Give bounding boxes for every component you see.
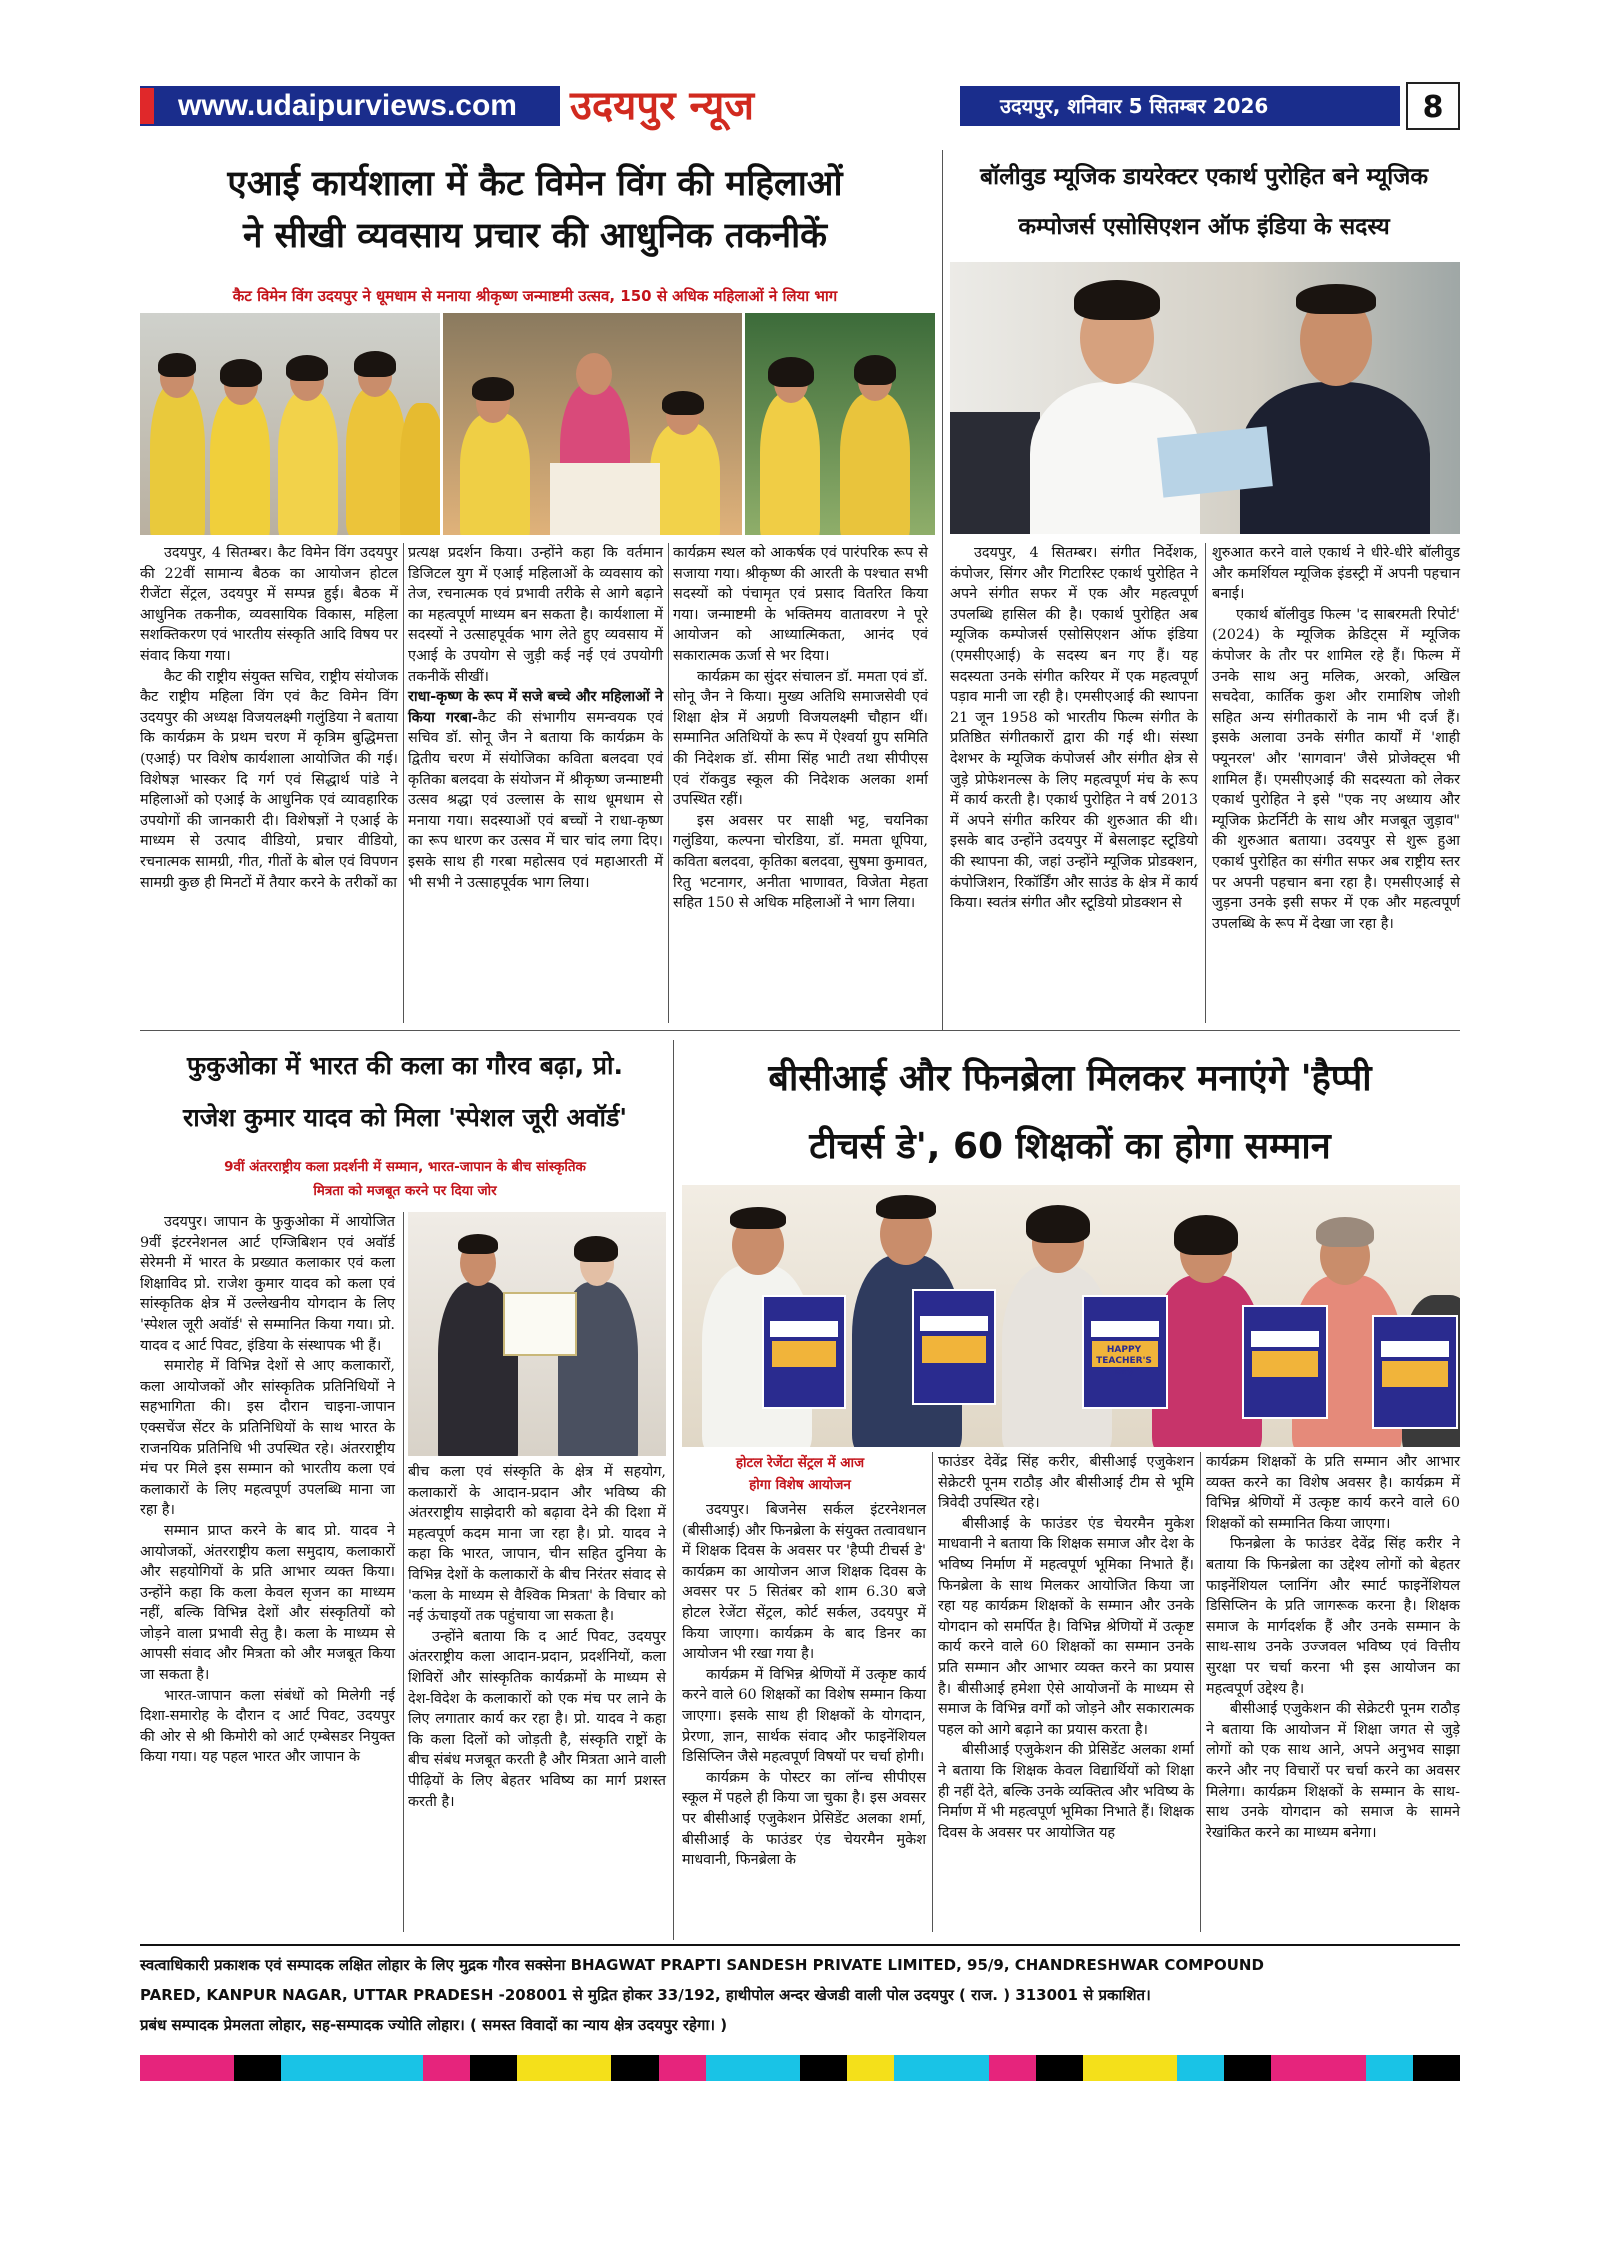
bci-col2-para3: बीसीआई एजुकेशन की प्रेसिडेंट अलका शर्मा ने बताया कि शिक्षक केवल विद्यार्थियों को शिक्षा ही नहीं देते, बल्कि उनके व्यक्तित्व और भविष्य के निर्माण में भी महत्वपूर्ण भूमिका निभाते हैं। शिक्षक दिवस के अवसर पर आयोजित यह bbox=[938, 1742, 1194, 1841]
bci-col3-para3: बीसीआई एजुकेशन की सेक्रेटरी पूनम राठौड़ ने बताया कि आयोजन में शिक्षा जगत से जुड़े लोगों को एक साथ आने, अपने अनुभव साझा करने और नए विचारों पर चर्चा करने का अवसर मिलेगा। कार्यक्रम शिक्षकों के सम्मान के साथ-साथ उनके योगदान को समाज के सामने रेखांकित करने का माध्यम बनेगा। bbox=[1206, 1701, 1460, 1841]
color-swatch bbox=[659, 2055, 706, 2081]
fukuoka-subhead bbox=[140, 1155, 670, 1203]
color-swatch bbox=[989, 2055, 1036, 2081]
color-swatch bbox=[1271, 2055, 1365, 2081]
imprint-footer bbox=[140, 1950, 1460, 2040]
fukuoka-subhead-line2: मित्रता को मजबूत करने पर दिया जोर bbox=[313, 1183, 497, 1199]
footer-divider bbox=[140, 1944, 1460, 1946]
kat-col2-para2-text: कैट की संभागीय समन्वयक एवं सचिव डॉ. सोनू जैन ने बताया कि कार्यक्रम के द्वितीय चरण में संयोजिका कविता बलदवा एवं कृतिका बलदवा के संयोजन में श्रीकृष्ण जन्माष्टमी उत्सव श्रद्धा एवं उल्लास के साथ धूमधाम से मनाया गया। सदस्याओं एवं बच्चों ने राधा-कृष्ण का रूप धारण कर उत्सव में चार चांद लगा दिए। इसके साथ ही गरबा महोत्सव एवं महाआरती में भी सभी ने उत्साहपूर्वक भाग लिया। bbox=[408, 709, 663, 891]
column-divider bbox=[673, 1040, 674, 1940]
color-swatch bbox=[1036, 2055, 1083, 2081]
color-swatch bbox=[423, 2055, 470, 2081]
bci-headline bbox=[680, 1045, 1460, 1181]
fukuoka-col2-para1: बीच कला एवं संस्कृति के क्षेत्र में सहयोग, कलाकारों के आदान-प्रदान और भविष्य की अंतरराष्ट्रीय साझेदारी को बढ़ावा देने की दिशा में महत्वपूर्ण कदम माना जा रहा है। प्रो. यादव ने कहा कि भारत, जापान, चीन सहित दुनिया के विभिन्न देशों के कलाकारों के बीच निरंतर संवाद से 'कला के माध्यम से वैश्विक मित्रता' के विचार को नई ऊंचाइयों तक पहुंचाया जा सकता है। bbox=[408, 1464, 666, 1625]
fukuoka-column-1 bbox=[140, 1212, 395, 1768]
bci-col2-para2: बीसीआई के फाउंडर एंड चेयरमैन मुकेश माधवानी ने बताया कि शिक्षक समाज और देश के भविष्य निर्माण में महत्वपूर्ण भूमिका निभाते हैं। फिनब्रेला के साथ मिलकर आयोजित किया जा रहा यह कार्यक्रम शिक्षकों के सम्मान और उनके योगदान को समर्पित है। विभिन्न श्रेणियों में उत्कृष्ट कार्य करने वाले 60 शिक्षकों का सम्मान उनके प्रति सम्मान और आभार व्यक्त करने का प्रयास है। बीसीआई हमेशा ऐसे आयोजनों के माध्यम से समाज के विभिन्न वर्गों को जोड़ने और सकारात्मक पहल को आगे बढ़ाने का प्रयास करता है। bbox=[938, 1515, 1194, 1738]
kat-col3-para3: इस अवसर पर साक्षी भट्ट, चयनिका गलुंडिया, कल्पना चोरडिया, डॉ. ममता धूपिया, कविता बलदवा, कृतिका बलदवा, सुषमा कुमावत, रितु भटनागर, अनीता भाणावत, विजेता मेहता सहित 150 से अधिक महिलाओं ने भाग लिया। bbox=[673, 812, 928, 912]
color-swatch bbox=[140, 2055, 234, 2081]
color-swatch bbox=[517, 2055, 611, 2081]
bci-subhead-line1: होटल रेजेंटा सेंट्रल में आज bbox=[735, 1455, 865, 1471]
color-swatch bbox=[1366, 2055, 1413, 2081]
imprint-line-3: प्रबंध सम्पादक प्रेमलता लोहार, सह-सम्पादक ज्योति लोहार। ( समस्त विवादों का न्याय क्षेत्र उदयपुर रहेगा। ) bbox=[140, 2016, 728, 2034]
bci-subhead bbox=[682, 1452, 918, 1496]
fukuoka-col1-para1: उदयपुर। जापान के फुकुओका में आयोजित 9वीं इंटरनेशनल आर्ट एग्जिबिशन एवं अवॉर्ड सेरेमनी में भारत के प्रख्यात कलाकार एवं कला शिक्षाविद प्रो. राजेश कुमार यादव को कला एवं सांस्कृतिक क्षेत्र में उल्लेखनीय योगदान के लिए 'स्पेशल जूरी अवॉर्ड' से सम्मानित किया गया। प्रो. यादव द आर्ट पिवट, इंडिया के संस्थापक भी हैं। bbox=[140, 1214, 395, 1354]
color-swatch bbox=[234, 2055, 281, 2081]
kat-col2-para1: प्रत्यक्ष प्रदर्शन किया। उन्होंने कहा कि वर्तमान डिजिटल युग में एआई महिलाओं के व्यवसाय को तेज, रचनात्मक एवं प्रभावी तरीके से आगे बढ़ाने का महत्वपूर्ण माध्यम बन सकता है। कार्यशाला में सदस्यों ने उत्साहपूर्वक भाग लेते हुए व्यवसाय में एआई के उपयोग से जुड़ी कई नई एवं उपयोगी तकनीकें सीखीं। bbox=[408, 545, 663, 685]
bollywood-col1-para: उदयपुर, 4 सितम्बर। संगीत निर्देशक, कंपोजर, सिंगर और गिटारिस्ट एकार्थ पुरोहित ने अपने संगीत सफर में एक और महत्वपूर्ण उपलब्धि हासिल की है। एकार्थ पुरोहित अब म्यूजिक कम्पोजर्स एसोसिएशन ऑफ इंडिया (एमसीएआई) के सदस्य बन गए हैं। यह सदस्यता उनके संगीत करियर में एक महत्वपूर्ण पड़ाव मानी जा रही है। एमसीएआई की स्थापना 21 जून 1958 को भारतीय फिल्म संगीत के प्रतिष्ठित संगीतकारों द्वारा की गई थी। संस्था देशभर के म्यूजिक कंपोजर्स और संगीत क्षेत्र से जुड़े प्रोफेशनल्स के लिए महत्वपूर्ण मंच के रूप में कार्य करती है। एकार्थ पुरोहित ने वर्ष 2013 में अपने संगीत करियर की शुरुआत की थी। इसके बाद उन्होंने उदयपुर में बेसलाइट स्टूडियो की स्थापना की, जहां उन्होंने म्यूजिक प्रोडक्शन, कंपोजिशन, रिकॉर्डिंग और साउंड के क्षेत्र में कार्य किया। स्वतंत्र संगीत और स्टूडियो प्रोडक्शन से bbox=[950, 545, 1198, 912]
color-swatch bbox=[1083, 2055, 1177, 2081]
kat-col3-para2: कार्यक्रम का सुंदर संचालन डॉ. ममता एवं डॉ. सोनू जैन ने किया। मुख्य अतिथि समाजसेवी एवं शिक्षा क्षेत्र में अग्रणी विजयलक्ष्मी चौहान थीं। सम्मानित अतिथियों के रूप में ऐश्वर्या ग्रुप समिति की निदेशक डॉ. सीमा सिंह भाटी तथा सीपीएस एवं रॉकवुड स्कूल की निदेशक अलका शर्मा उपस्थित रहीं। bbox=[673, 668, 928, 809]
website-banner bbox=[140, 86, 560, 126]
kat-column-1 bbox=[140, 543, 398, 893]
fukuoka-column-2 bbox=[408, 1462, 666, 1812]
color-swatch bbox=[1413, 2055, 1460, 2081]
bollywood-photo bbox=[950, 262, 1460, 534]
kat-col3-para1: कार्यक्रम स्थल को आकर्षक एवं पारंपरिक रूप से सजाया गया। श्रीकृष्ण की आरती के पश्चात सभी सदस्यों को पंचामृत एवं प्रसाद वितरित किया गया। जन्माष्टमी के भक्तिमय वातावरण ने पूरे आयोजन को आध्यात्मिकता, आनंद एवं सकारात्मक ऊर्जा से भर दिया। bbox=[673, 545, 928, 664]
color-swatch bbox=[329, 2055, 423, 2081]
column-divider bbox=[668, 543, 669, 1023]
color-swatch bbox=[470, 2055, 517, 2081]
bci-col3-para1: कार्यक्रम शिक्षकों के प्रति सम्मान और आभार व्यक्त करने का विशेष अवसर है। कार्यक्रम में विभिन्न श्रेणियों में उत्कृष्ट कार्य करने वाले 60 शिक्षकों को सम्मानित किया जाएगा। bbox=[1206, 1454, 1460, 1532]
color-swatch bbox=[1177, 2055, 1224, 2081]
kat-col1-para1: उदयपुर, 4 सितम्बर। कैट विमेन विंग उदयपुर की 22वीं सामान्य बैठक का आयोजन होटल रीजेंटा सेंट्रल, उदयपुर में सम्पन्न हुई। बैठक में आधुनिक तकनीक, व्यवसायिक विकास, महिला सशक्तिकरण एवं भारतीय संस्कृति आदि विषय पर संवाद किया गया। bbox=[140, 545, 398, 664]
column-divider bbox=[932, 1452, 933, 1932]
color-swatch bbox=[847, 2055, 894, 2081]
kat-headline bbox=[140, 158, 930, 262]
color-swatch bbox=[706, 2055, 800, 2081]
bollywood-column-2 bbox=[1212, 543, 1460, 934]
print-color-bar bbox=[140, 2055, 1460, 2081]
kat-photo-collage bbox=[140, 313, 935, 535]
fukuoka-col2-para2: उन्होंने बताया कि द आर्ट पिवट, उदयपुर अंतरराष्ट्रीय कला आदान-प्रदान, प्रदर्शनियों, कला शिविरों और सांस्कृतिक कार्यक्रमों के माध्यम से देश-विदेश के कलाकारों को एक मंच पर लाने के लिए लगातार कार्य कर रहा है। प्रो. यादव ने कहा कि कला दिलों को जोड़ती है, संस्कृति राष्ट्रों के बीच संबंध मजबूत करती है और मित्रता आने वाली पीढ़ियों के लिए बेहतर भविष्य का मार्ग प्रशस्त करती है। bbox=[408, 1628, 666, 1810]
page-number: 8 bbox=[1406, 82, 1460, 130]
newspaper-logo: उदयपुर न्यूज bbox=[570, 83, 755, 129]
bci-headline-line2: टीचर्स डे', 60 शिक्षकों का होगा सम्मान bbox=[809, 1126, 1331, 1167]
kat-headline-line1: एआई कार्यशाला में कैट विमेन विंग की महिलाओं bbox=[227, 164, 843, 204]
column-divider bbox=[942, 150, 943, 1030]
column-divider bbox=[1205, 543, 1206, 1023]
bci-subhead-line2: होगा विशेष आयोजन bbox=[749, 1477, 851, 1493]
bollywood-headline-line2: कम्पोजर्स एसोसिएशन ऑफ इंडिया के सदस्य bbox=[1018, 214, 1390, 240]
kat-col2-bold-lead: राधा-कृष्ण के रूप में सजे बच्चे और महिलाओं ने किया गरबा- bbox=[408, 689, 663, 726]
color-swatch bbox=[800, 2055, 847, 2081]
color-swatch bbox=[894, 2055, 988, 2081]
bollywood-col2-para2: एकार्थ बॉलीवुड फिल्म 'द साबरमती रिपोर्ट' (2024) के म्यूजिक क्रेडिट्स में म्यूजिक कंपोजर के तौर पर शामिल रहे हैं। फिल्म में उनके साथ अनु मलिक, अरको, अखिल सचदेवा, कार्तिक कुश और रामाशिष जोशी सहित अन्य संगीतकारों के नाम भी दर्ज हैं। इसके अलावा उनके संगीत कार्यों में 'शाही फ्यूनरल' और 'सागवान' जैसे प्रोजेक्ट्स भी शामिल हैं। एमसीएआई की सदस्यता को लेकर एकार्थ पुरोहित ने इसे "एक नए अध्याय और म्यूजिक फ्रेटर्निटी के साथ और मजबूत जुड़ाव" की शुरुआत बताया। उदयपुर से शुरू हुआ एकार्थ पुरोहित का संगीत सफर अब राष्ट्रीय स्तर पर अपनी पहचान बना रहा है। एमसीएआई से जुड़ना उनके इसी सफर में एक और महत्वपूर्ण उपलब्धि के रूप में देखा जा रहा है। bbox=[1212, 606, 1460, 932]
bollywood-column-1 bbox=[950, 543, 1198, 914]
fukuoka-headline bbox=[140, 1040, 670, 1144]
masthead-red-strip bbox=[140, 88, 154, 124]
bci-col3-para2: फिनब्रेला के फाउंडर देवेंद्र सिंह करीर ने बताया कि फिनब्रेला का उद्देश्य लोगों को बेहतर फाइनेंशियल प्लानिंग और स्मार्ट फाइनेंशियल डिसिप्लिन के प्रति जागरूक करना है। शिक्षक समाज के मार्गदर्शक हैं और उनके सम्मान के साथ-साथ उनके उज्जवल भविष्य एवं वित्तीय सुरक्षा पर चर्चा करना भी इस आयोजन का महत्वपूर्ण उद्देश्य है। bbox=[1206, 1536, 1460, 1697]
fukuoka-col1-para4: भारत-जापान कला संबंधों को मिलेगी नई दिशा-समारोह के दौरान द आर्ट पिवट, उदयपुर की ओर से श्री किमोरी को आर्ट एम्बेसडर नियुक्त किया गया। यह पहल भारत और जापान के bbox=[140, 1687, 395, 1766]
color-swatch bbox=[611, 2055, 658, 2081]
fukuoka-subhead-line1: 9वीं अंतरराष्ट्रीय कला प्रदर्शनी में सम्मान, भारत-जापान के बीच सांस्कृतिक bbox=[224, 1159, 586, 1175]
color-swatch bbox=[1224, 2055, 1271, 2081]
fukuoka-headline-line1: फुकुओका में भारत की कला का गौरव बढ़ा, प्रो. bbox=[187, 1051, 623, 1080]
imprint-line-1: स्वत्वाधिकारी प्रकाशक एवं सम्पादक लक्षित लोहार के लिए मुद्रक गौरव सक्सेना BHAGWAT PRAPTI SANDESH PRIVATE LIMITED, 95/9, CHANDRESHWAR COMPOUND bbox=[140, 1956, 1264, 1974]
fukuoka-col1-para3: सम्मान प्राप्त करने के बाद प्रो. यादव ने आयोजकों, अंतरराष्ट्रीय कला समुदाय, कलाकारों और सहयोगियों के प्रति आभार व्यक्त किया। उन्होंने कहा कि कला केवल सृजन का माध्यम नहीं, बल्कि विभिन्न देशों और संस्कृतियों को जोड़ने वाला प्रभावी सेतु है। कला के माध्यम से आपसी संवाद और मित्रता को और मजबूत किया जा सकता है। bbox=[140, 1522, 395, 1684]
fukuoka-col1-para2: समारोह में विभिन्न देशों से आए कलाकारों, कला आयोजकों और सांस्कृतिक प्रतिनिधियों ने सहभागिता की। इस दौरान चाइना-जापान एक्सचेंज सेंटर के प्रतिनिधियों के साथ भारत के राजनयिक प्रतिनिधि भी उपस्थित रहे। अंतरराष्ट्रीय मंच पर मिले इस सम्मान को भारतीय कला एवं कलाकारों के लिए महत्वपूर्ण उपलब्धि माना जा रहा है। bbox=[140, 1358, 395, 1519]
bci-col1-para2: कार्यक्रम में विभिन्न श्रेणियों में उत्कृष्ट कार्य करने वाले 60 शिक्षकों का विशेष सम्मान किया जाएगा। इसके साथ ही शिक्षकों के योगदान, प्रेरणा, ज्ञान, सार्थक संवाद और फाइनेंशियल डिसिप्लिन जैसे महत्वपूर्ण विषयों पर चर्चा होगी। bbox=[682, 1666, 926, 1766]
bollywood-col2-para1: शुरुआत करने वाले एकार्थ ने धीरे-धीरे बॉलीवुड और कमर्शियल म्यूजिक इंडस्ट्री में अपनी पहचान बनाई। bbox=[1212, 545, 1460, 603]
bci-poster-launch-photo bbox=[682, 1185, 1460, 1447]
bci-col2-para1: फाउंडर देवेंद्र सिंह करीर, बीसीआई एजुकेशन सेक्रेटरी पूनम राठौड़ और बीसीआई टीम से भूमि त्रिवेदी उपस्थित रहे। bbox=[938, 1454, 1194, 1512]
bci-column-2 bbox=[938, 1452, 1194, 1843]
kat-headline-line2: ने सीखी व्यवसाय प्रचार की आधुनिक तकनीकें bbox=[242, 216, 828, 256]
fukuoka-headline-line2: राजेश कुमार यादव को मिला 'स्पेशल जूरी अवॉर्ड' bbox=[183, 1103, 627, 1132]
bollywood-headline-line1: बॉलीवुड म्यूजिक डायरेक्टर एकार्थ पुरोहित बने म्यूजिक bbox=[980, 164, 1428, 190]
bci-column-3 bbox=[1206, 1452, 1460, 1843]
kat-subhead: कैट विमेन विंग उदयपुर ने धूमधाम से मनाया श्रीकृष्ण जन्माष्टमी उत्सव, 150 से अधिक महिलाओं ने लिया भाग bbox=[232, 287, 838, 305]
bollywood-headline bbox=[948, 152, 1460, 252]
kat-column-2 bbox=[408, 543, 663, 893]
bci-column-1 bbox=[682, 1500, 926, 1871]
section-divider bbox=[140, 1030, 1460, 1031]
poster-text: HAPPY TEACHER'S Day bbox=[1096, 1345, 1152, 1377]
kat-col2-para2 bbox=[408, 687, 663, 893]
imprint-line-2: PARED, KANPUR NAGAR, UTTAR PRADESH -208001 से मुद्रित होकर 33/192, हाथीपोल अन्दर खेजडी वाली पोल उदयपुर ( राज. ) 313001 से प्रकाशित। bbox=[140, 1986, 1151, 2004]
kat-col1-para2: कैट की राष्ट्रीय संयुक्त सचिव, राष्ट्रीय संयोजक कैट राष्ट्रीय महिला विंग एवं कैट विमेन विंग उदयपुर की अध्यक्ष विजयलक्ष्मी गलुंडिया ने बताया कि कार्यक्रम के प्रथम चरण में कृत्रिम बुद्धिमत्ता (एआई) पर विशेष कार्यशाला आयोजित की गई। विशेषज्ञ भास्कर दि गर्ग एवं सिद्धार्थ पांडे ने महिलाओं को एआई के आधुनिक एवं व्यावहारिक उपयोगों की जानकारी दी। विशेषज्ञों ने एआई के माध्यम से उत्पाद वीडियो, प्रचार वीडियो, रचनात्मक सामग्री, गीत, गीतों के बोल एवं विपणन सामग्री कुछ ही मिनटों में तैयार करने के तरीकों का bbox=[140, 668, 398, 891]
column-divider bbox=[403, 1212, 404, 1932]
website-url: www.udaipurviews.com bbox=[178, 89, 517, 122]
kat-column-3 bbox=[673, 543, 928, 914]
masthead bbox=[140, 80, 1460, 132]
color-swatch bbox=[281, 2055, 328, 2081]
bci-col1-para3: कार्यक्रम के पोस्टर का लॉन्च सीपीएस स्कूल में पहले ही किया जा चुका है। इस अवसर पर बीसीआई एजुकेशन प्रेसिडेंट अलका शर्मा, बीसीआई के फाउंडर एंड चेयरमैन मुकेश माधवानी, फिनब्रेला के bbox=[682, 1769, 926, 1869]
fukuoka-award-photo bbox=[408, 1212, 666, 1456]
dateline: उदयपुर, शनिवार 5 सितम्बर 2026 bbox=[960, 86, 1400, 126]
column-divider bbox=[403, 543, 404, 1023]
bci-col1-para1: उदयपुर। बिजनेस सर्कल इंटरनेशनल (बीसीआई) और फिनब्रेला के संयुक्त तत्वावधान में शिक्षक दिवस के अवसर पर 'हैप्पी टीचर्स डे' कार्यक्रम का आयोजन आज शिक्षक दिवस के अवसर पर 5 सितंबर को शाम 6.30 बजे होटल रेजेंटा सेंट्रल, कोर्ट सर्कल, उदयपुर में किया जाएगा। कार्यक्रम के बाद डिनर का आयोजन भी रखा गया है। bbox=[682, 1502, 926, 1663]
column-divider bbox=[1200, 1452, 1201, 1932]
bci-headline-line1: बीसीआई और फिनब्रेला मिलकर मनाएंगे 'हैप्पी bbox=[768, 1058, 1372, 1099]
